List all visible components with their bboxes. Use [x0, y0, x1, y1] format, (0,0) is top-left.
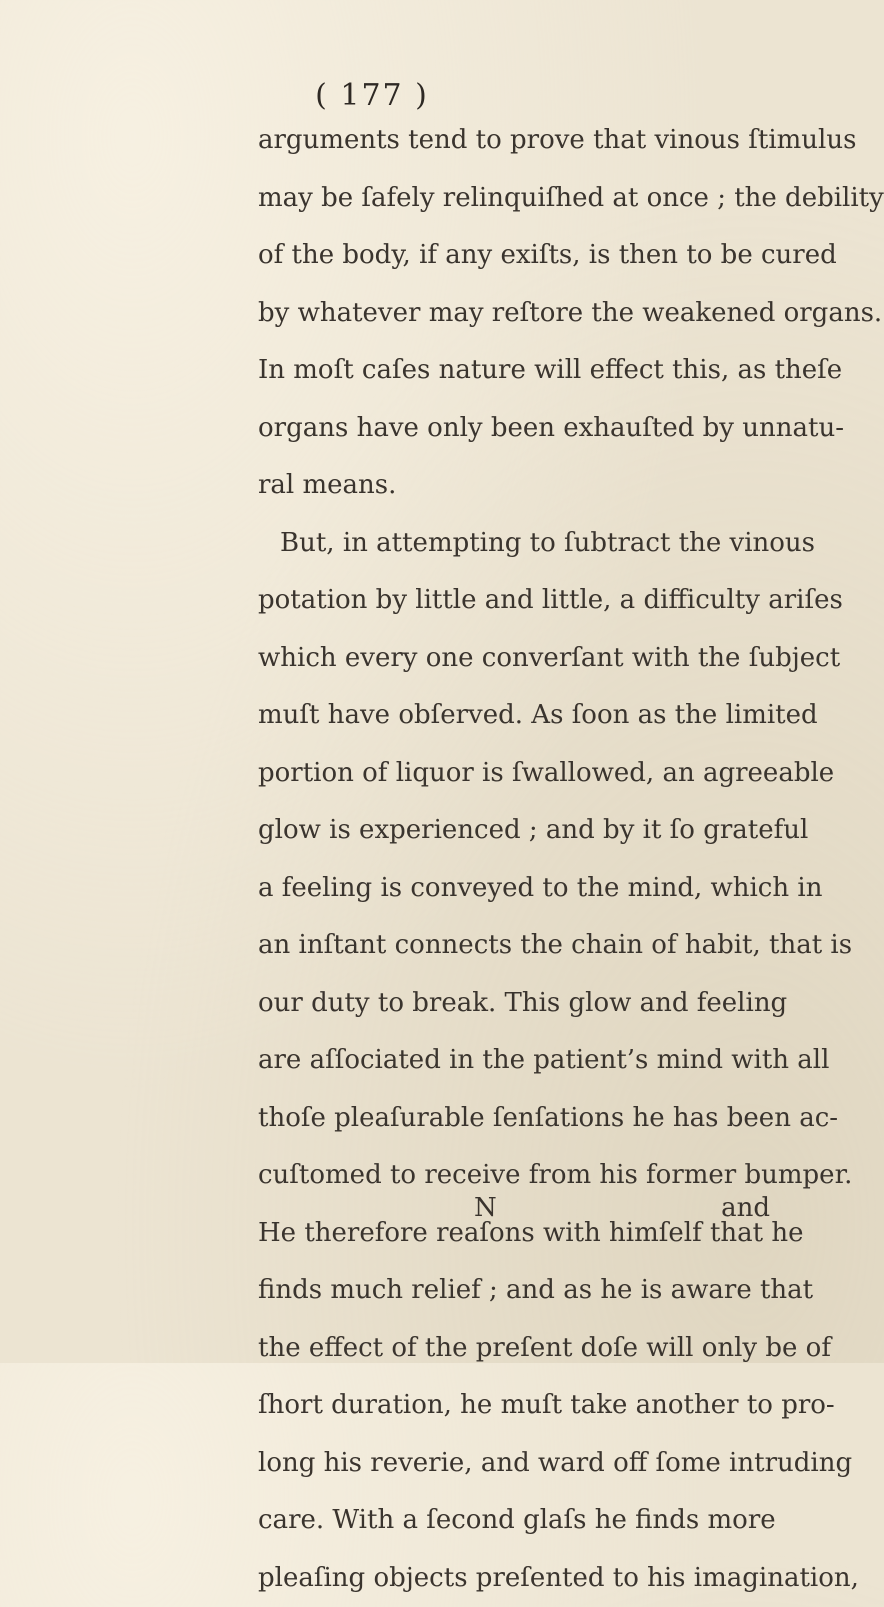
text-line: may be ſafely relinquiſhed at once ; the debility	[258, 170, 770, 228]
text-line: pleaſing objects preſented to his imagination,	[258, 1550, 770, 1607]
text-line: an inſtant connects the chain of habit, that is	[258, 917, 770, 975]
text-line: by whatever may reſtore the weakened organs.	[258, 285, 770, 343]
text-line: ral means.	[258, 457, 770, 515]
text-line: muſt have obſerved. As ſoon as the limited	[258, 687, 770, 745]
text-line: finds much relief ; and as he is aware that	[258, 1262, 770, 1320]
body-text	[258, 112, 770, 1607]
page-footer	[258, 1193, 770, 1233]
text-line: ſhort duration, he muſt take another to pro-	[258, 1377, 770, 1435]
text-line: portion of liquor is ſwallowed, an agreeable	[258, 745, 770, 803]
signature-mark: N	[474, 1193, 497, 1223]
catchword: and	[721, 1193, 770, 1223]
text-line: organs have only been exhauſted by unnatu-	[258, 400, 770, 458]
text-line: In moſt caſes nature will effect this, as theſe	[258, 342, 770, 400]
text-line: a feeling is conveyed to the mind, which in	[258, 860, 770, 918]
text-line: which every one converſant with the ſubject	[258, 630, 770, 688]
text-line: cuſtomed to receive from his former bumper.	[258, 1147, 770, 1205]
text-line: care. With a ſecond glaſs he finds more	[258, 1492, 770, 1550]
text-line: of the body, if any exiſts, is then to be cured	[258, 227, 770, 285]
text-line: glow is experienced ; and by it ſo grateful	[258, 802, 770, 860]
text-line: arguments tend to prove that vinous ſtimulus	[258, 112, 770, 170]
text-line: the effect of the preſent doſe will only be of	[258, 1320, 770, 1378]
text-line: thoſe pleaſurable ſenſations he has been ac-	[258, 1090, 770, 1148]
text-line: long his reverie, and ward off ſome intruding	[258, 1435, 770, 1493]
text-line: potation by little and little, a difficulty ariſes	[258, 572, 770, 630]
text-line: But, in attempting to ſubtract the vinous	[258, 515, 770, 573]
text-line: are aſſociated in the patient’s mind with all	[258, 1032, 770, 1090]
page-number: ( 177 )	[0, 78, 772, 113]
text-line: our duty to break. This glow and feeling	[258, 975, 770, 1033]
text-line: He therefore reaſons with himſelf that he	[258, 1205, 770, 1263]
